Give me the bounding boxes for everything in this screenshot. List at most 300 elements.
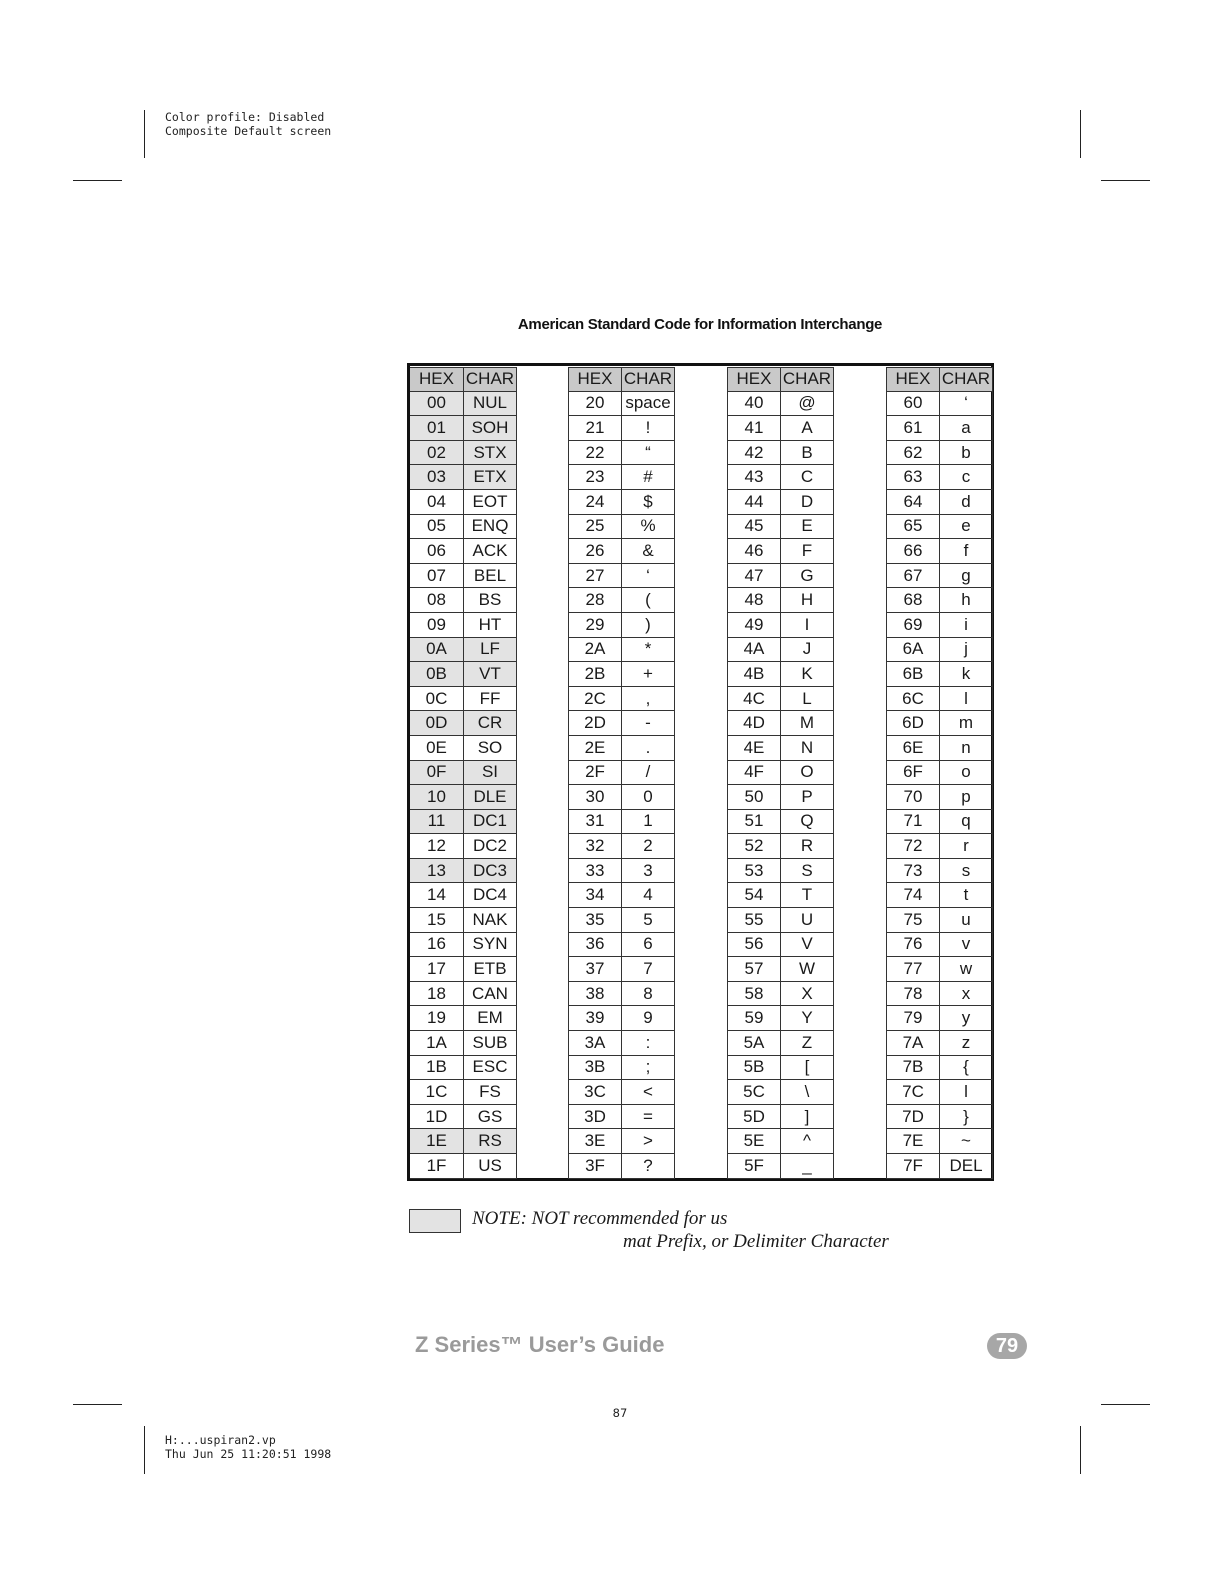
hex-cell: 1E — [410, 1129, 464, 1154]
table-row — [727, 933, 834, 958]
char-cell: h — [940, 588, 993, 613]
table-row — [410, 465, 517, 490]
page-title: American Standard Code for Information Interchange — [517, 316, 883, 333]
table-row — [410, 859, 517, 884]
hex-cell: 02 — [410, 441, 464, 466]
char-cell: EOT — [464, 490, 517, 515]
char-cell: : — [622, 1031, 675, 1056]
char-cell: ENQ — [464, 515, 517, 540]
table-row — [727, 736, 834, 761]
hex-cell: 7D — [886, 1105, 940, 1130]
table-row — [727, 1129, 834, 1154]
table-row — [727, 392, 834, 417]
hex-cell: 5A — [727, 1031, 781, 1056]
hex-cell: 67 — [886, 564, 940, 589]
table-row — [568, 1129, 675, 1154]
char-cell: L — [781, 687, 834, 712]
table-row — [727, 1056, 834, 1081]
char-cell: Z — [781, 1031, 834, 1056]
hex-cell: 73 — [886, 859, 940, 884]
page-badge: 79 — [987, 1333, 1027, 1359]
hex-cell: 2D — [568, 711, 622, 736]
char-cell: , — [622, 687, 675, 712]
hex-cell: 52 — [727, 834, 781, 859]
hex-cell: 1F — [410, 1154, 464, 1179]
hex-cell: 69 — [886, 613, 940, 638]
char-cell: V — [781, 933, 834, 958]
hex-cell: 4C — [727, 687, 781, 712]
table-row — [568, 1080, 675, 1105]
hex-cell: 60 — [886, 392, 940, 417]
hex-cell: 7E — [886, 1129, 940, 1154]
table-row — [886, 490, 993, 515]
char-cell: ~ — [940, 1129, 993, 1154]
char-cell: l — [940, 1080, 993, 1105]
table-row — [568, 465, 675, 490]
char-cell: } — [940, 1105, 993, 1130]
print-slug-line: Thu Jun 25 11:20:51 1998 — [165, 1447, 332, 1461]
hex-cell: 2E — [568, 736, 622, 761]
hex-cell: 38 — [568, 982, 622, 1007]
table-row — [410, 736, 517, 761]
hex-cell: 7A — [886, 1031, 940, 1056]
char-cell: > — [622, 1129, 675, 1154]
char-cell: HT — [464, 613, 517, 638]
table-row — [727, 515, 834, 540]
hex-cell: 1D — [410, 1105, 464, 1130]
char-cell: ESC — [464, 1056, 517, 1081]
char-cell: DC3 — [464, 859, 517, 884]
char-cell: < — [622, 1080, 675, 1105]
page-number: 87 — [612, 1406, 628, 1420]
char-cell: J — [781, 638, 834, 663]
table-row — [568, 515, 675, 540]
hex-cell: 2A — [568, 638, 622, 663]
hex-cell: 53 — [727, 859, 781, 884]
table-row — [727, 588, 834, 613]
table-row — [410, 687, 517, 712]
print-slug-top — [165, 110, 331, 138]
table-row — [727, 416, 834, 441]
char-column-header: CHAR — [781, 367, 834, 392]
char-cell: p — [940, 785, 993, 810]
table-row — [886, 908, 993, 933]
char-cell: / — [622, 761, 675, 786]
table-row — [727, 490, 834, 515]
char-cell: { — [940, 1056, 993, 1081]
crop-mark — [1101, 1404, 1150, 1405]
char-cell: v — [940, 933, 993, 958]
hex-cell: 76 — [886, 933, 940, 958]
hex-cell: 26 — [568, 539, 622, 564]
hex-column-header: HEX — [410, 367, 464, 392]
table-row — [410, 1031, 517, 1056]
char-cell: O — [781, 761, 834, 786]
table-row — [410, 515, 517, 540]
crop-mark — [73, 180, 122, 181]
char-cell: X — [781, 982, 834, 1007]
hex-cell: 72 — [886, 834, 940, 859]
table-row — [568, 908, 675, 933]
note-legend-swatch — [409, 1209, 461, 1233]
table-row — [568, 613, 675, 638]
char-cell: z — [940, 1031, 993, 1056]
char-column-header: CHAR — [940, 367, 993, 392]
table-row — [886, 1006, 993, 1031]
table-row — [410, 539, 517, 564]
char-cell: = — [622, 1105, 675, 1130]
char-cell: DC1 — [464, 810, 517, 835]
char-cell: ‘ — [622, 564, 675, 589]
hex-cell: 03 — [410, 465, 464, 490]
char-cell: C — [781, 465, 834, 490]
char-cell: BS — [464, 588, 517, 613]
char-cell: F — [781, 539, 834, 564]
char-cell: BEL — [464, 564, 517, 589]
table-row — [886, 711, 993, 736]
hex-cell: 40 — [727, 392, 781, 417]
table-row — [568, 810, 675, 835]
hex-cell: 5E — [727, 1129, 781, 1154]
hex-cell: 4A — [727, 638, 781, 663]
table-row — [568, 1154, 675, 1179]
table-row — [568, 687, 675, 712]
table-row — [410, 490, 517, 515]
table-header-row — [727, 367, 834, 392]
hex-cell: 22 — [568, 441, 622, 466]
char-cell: LF — [464, 638, 517, 663]
hex-cell: 46 — [727, 539, 781, 564]
char-cell: D — [781, 490, 834, 515]
hex-cell: 11 — [410, 810, 464, 835]
hex-cell: 48 — [727, 588, 781, 613]
table-row — [568, 761, 675, 786]
table-row — [886, 761, 993, 786]
char-cell: n — [940, 736, 993, 761]
table-row — [727, 859, 834, 884]
char-cell: NUL — [464, 392, 517, 417]
hex-cell: 50 — [727, 785, 781, 810]
note-text-continued: mat Prefix, or Delimiter Character — [623, 1231, 889, 1252]
char-cell: FS — [464, 1080, 517, 1105]
hex-cell: 47 — [727, 564, 781, 589]
table-row — [410, 392, 517, 417]
table-row — [886, 638, 993, 663]
table-row — [886, 515, 993, 540]
table-row — [727, 613, 834, 638]
char-cell: % — [622, 515, 675, 540]
hex-cell: 05 — [410, 515, 464, 540]
table-row — [727, 687, 834, 712]
hex-cell: 35 — [568, 908, 622, 933]
table-row — [568, 859, 675, 884]
hex-cell: 79 — [886, 1006, 940, 1031]
char-cell: g — [940, 564, 993, 589]
char-cell: w — [940, 957, 993, 982]
char-cell: $ — [622, 490, 675, 515]
hex-cell: 62 — [886, 441, 940, 466]
char-cell: 1 — [622, 810, 675, 835]
table-row — [727, 810, 834, 835]
char-cell: q — [940, 810, 993, 835]
table-row — [568, 883, 675, 908]
crop-mark — [1101, 180, 1150, 181]
char-cell: 7 — [622, 957, 675, 982]
print-slug-bottom — [165, 1433, 331, 1461]
hex-cell: 0E — [410, 736, 464, 761]
table-row — [886, 810, 993, 835]
ascii-group-1 — [410, 367, 517, 1179]
hex-cell: 04 — [410, 490, 464, 515]
char-cell: u — [940, 908, 993, 933]
hex-cell: 37 — [568, 957, 622, 982]
table-row — [568, 662, 675, 687]
hex-cell: 20 — [568, 392, 622, 417]
char-column-header: CHAR — [464, 367, 517, 392]
footer-guide-title: Z Series™ User’s Guide — [415, 1332, 665, 1357]
char-cell: y — [940, 1006, 993, 1031]
hex-cell: 18 — [410, 982, 464, 1007]
hex-cell: 08 — [410, 588, 464, 613]
table-row — [727, 564, 834, 589]
table-row — [886, 441, 993, 466]
hex-cell: 14 — [410, 883, 464, 908]
char-cell: f — [940, 539, 993, 564]
table-row — [886, 1056, 993, 1081]
hex-cell: 41 — [727, 416, 781, 441]
char-cell: Y — [781, 1006, 834, 1031]
char-cell: DLE — [464, 785, 517, 810]
char-cell: GS — [464, 1105, 517, 1130]
hex-cell: 68 — [886, 588, 940, 613]
hex-cell: 01 — [410, 416, 464, 441]
table-row — [568, 588, 675, 613]
table-row — [727, 1105, 834, 1130]
hex-cell: 4F — [727, 761, 781, 786]
char-cell: FF — [464, 687, 517, 712]
char-cell: \ — [781, 1080, 834, 1105]
hex-cell: 0C — [410, 687, 464, 712]
table-row — [727, 711, 834, 736]
char-cell: - — [622, 711, 675, 736]
hex-cell: 4D — [727, 711, 781, 736]
char-cell: SYN — [464, 933, 517, 958]
table-row — [886, 392, 993, 417]
char-cell: RS — [464, 1129, 517, 1154]
char-column-header: CHAR — [622, 367, 675, 392]
hex-cell: 57 — [727, 957, 781, 982]
table-row — [727, 957, 834, 982]
hex-cell: 24 — [568, 490, 622, 515]
table-row — [568, 564, 675, 589]
hex-cell: 74 — [886, 883, 940, 908]
table-row — [727, 908, 834, 933]
hex-cell: 70 — [886, 785, 940, 810]
char-cell: o — [940, 761, 993, 786]
hex-cell: 3E — [568, 1129, 622, 1154]
char-cell: 9 — [622, 1006, 675, 1031]
char-cell: * — [622, 638, 675, 663]
table-row — [886, 539, 993, 564]
char-cell: m — [940, 711, 993, 736]
char-cell: x — [940, 982, 993, 1007]
table-row — [727, 761, 834, 786]
ascii-group-2 — [568, 367, 675, 1179]
char-cell: ? — [622, 1154, 675, 1179]
table-row — [886, 1154, 993, 1179]
hex-cell: 36 — [568, 933, 622, 958]
char-cell: “ — [622, 441, 675, 466]
table-row — [727, 539, 834, 564]
table-row — [568, 1056, 675, 1081]
hex-cell: 28 — [568, 588, 622, 613]
char-cell: 6 — [622, 933, 675, 958]
char-cell: l — [940, 687, 993, 712]
ascii-group-3 — [727, 367, 834, 1179]
table-row — [886, 465, 993, 490]
char-cell: 0 — [622, 785, 675, 810]
table-row — [410, 1154, 517, 1179]
table-row — [410, 933, 517, 958]
hex-cell: 32 — [568, 834, 622, 859]
hex-cell: 31 — [568, 810, 622, 835]
table-row — [886, 933, 993, 958]
table-row — [886, 957, 993, 982]
table-row — [410, 588, 517, 613]
hex-cell: 58 — [727, 982, 781, 1007]
hex-cell: 2C — [568, 687, 622, 712]
table-row — [886, 883, 993, 908]
hex-cell: 6C — [886, 687, 940, 712]
hex-cell: 77 — [886, 957, 940, 982]
hex-cell: 3D — [568, 1105, 622, 1130]
char-cell: ACK — [464, 539, 517, 564]
char-cell: EM — [464, 1006, 517, 1031]
char-cell: s — [940, 859, 993, 884]
hex-cell: 59 — [727, 1006, 781, 1031]
char-cell: & — [622, 539, 675, 564]
char-cell: b — [940, 441, 993, 466]
table-row — [410, 1006, 517, 1031]
char-cell: # — [622, 465, 675, 490]
char-cell: d — [940, 490, 993, 515]
table-row — [568, 736, 675, 761]
table-row — [727, 662, 834, 687]
table-row — [410, 761, 517, 786]
char-cell: ‘ — [940, 392, 993, 417]
table-row — [410, 810, 517, 835]
hex-cell: 6B — [886, 662, 940, 687]
hex-cell: 66 — [886, 539, 940, 564]
table-row — [727, 1006, 834, 1031]
table-row — [568, 957, 675, 982]
hex-cell: 06 — [410, 539, 464, 564]
hex-column-header: HEX — [568, 367, 622, 392]
char-cell: US — [464, 1154, 517, 1179]
hex-cell: 07 — [410, 564, 464, 589]
table-row — [886, 1105, 993, 1130]
char-cell: STX — [464, 441, 517, 466]
table-row — [886, 662, 993, 687]
hex-cell: 1A — [410, 1031, 464, 1056]
char-cell: t — [940, 883, 993, 908]
char-cell: I — [781, 613, 834, 638]
char-cell: Q — [781, 810, 834, 835]
crop-mark — [1080, 1426, 1081, 1474]
hex-cell: 23 — [568, 465, 622, 490]
hex-cell: 39 — [568, 1006, 622, 1031]
char-cell: ! — [622, 416, 675, 441]
char-cell: G — [781, 564, 834, 589]
char-cell: N — [781, 736, 834, 761]
hex-cell: 09 — [410, 613, 464, 638]
table-row — [568, 441, 675, 466]
table-row — [410, 441, 517, 466]
hex-cell: 6D — [886, 711, 940, 736]
hex-cell: 6F — [886, 761, 940, 786]
table-row — [886, 736, 993, 761]
hex-cell: 3B — [568, 1056, 622, 1081]
table-row — [886, 687, 993, 712]
char-cell: P — [781, 785, 834, 810]
hex-column-header: HEX — [886, 367, 940, 392]
note-text: NOTE: NOT recommended for us — [472, 1208, 728, 1229]
table-row — [727, 834, 834, 859]
print-slug-line: H:...uspiran2.vp — [165, 1433, 276, 1447]
table-row — [886, 1031, 993, 1056]
char-cell: + — [622, 662, 675, 687]
char-cell: DC4 — [464, 883, 517, 908]
hex-cell: 0B — [410, 662, 464, 687]
table-row — [727, 638, 834, 663]
table-row — [410, 638, 517, 663]
table-row — [727, 883, 834, 908]
table-row — [568, 711, 675, 736]
hex-cell: 2B — [568, 662, 622, 687]
table-row — [886, 613, 993, 638]
table-row — [886, 1080, 993, 1105]
char-cell: DC2 — [464, 834, 517, 859]
hex-column-header: HEX — [727, 367, 781, 392]
hex-cell: 4E — [727, 736, 781, 761]
hex-cell: 1B — [410, 1056, 464, 1081]
hex-cell: 6E — [886, 736, 940, 761]
char-cell: S — [781, 859, 834, 884]
table-row — [568, 834, 675, 859]
hex-cell: 43 — [727, 465, 781, 490]
char-cell: T — [781, 883, 834, 908]
hex-cell: 12 — [410, 834, 464, 859]
table-row — [727, 1080, 834, 1105]
table-row — [886, 564, 993, 589]
char-cell: M — [781, 711, 834, 736]
table-row — [727, 785, 834, 810]
char-cell: W — [781, 957, 834, 982]
hex-cell: 5F — [727, 1154, 781, 1179]
table-row — [568, 416, 675, 441]
hex-cell: 64 — [886, 490, 940, 515]
hex-cell: 17 — [410, 957, 464, 982]
hex-cell: 0A — [410, 638, 464, 663]
table-row — [568, 982, 675, 1007]
table-row — [410, 564, 517, 589]
hex-cell: 42 — [727, 441, 781, 466]
char-cell: DEL — [940, 1154, 993, 1179]
table-header-row — [568, 367, 675, 392]
table-row — [886, 785, 993, 810]
hex-cell: 3F — [568, 1154, 622, 1179]
table-row — [886, 1129, 993, 1154]
